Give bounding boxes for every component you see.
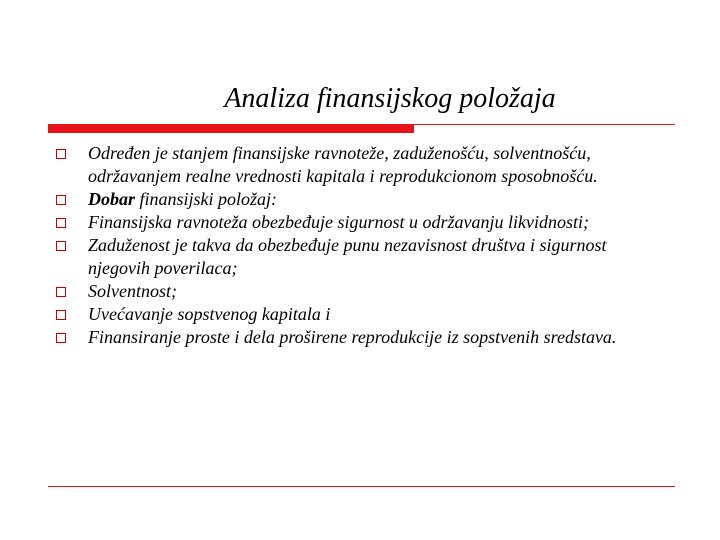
bullet-list bbox=[54, 142, 654, 349]
bullet-text: finansijski položaj: bbox=[135, 189, 278, 209]
bullet-item bbox=[54, 211, 654, 234]
title-underline-bar bbox=[48, 124, 414, 133]
bottom-rule bbox=[48, 486, 675, 487]
bullet-item bbox=[54, 142, 654, 188]
title-underline-thin bbox=[414, 124, 675, 125]
square-bullet-icon bbox=[56, 241, 66, 251]
bullet-text: Finansiranje proste i dela proširene reprodukcije iz sopstvenih sredstava. bbox=[88, 327, 617, 347]
bullet-text: Finansijska ravnoteža obezbeđuje sigurnost u održavanju likvidnosti; bbox=[88, 212, 589, 232]
slide-title: Analiza finansijskog položaja bbox=[224, 83, 556, 114]
square-bullet-icon bbox=[56, 195, 66, 205]
bullet-item bbox=[54, 234, 654, 280]
bullet-text: Solventnost; bbox=[88, 281, 177, 301]
title-underline bbox=[48, 124, 675, 134]
square-bullet-icon bbox=[56, 310, 66, 320]
bullet-text: Zaduženost je takva da obezbeđuje punu nezavisnost društva i sigurnost njegovih poverilaca; bbox=[88, 235, 607, 278]
bullet-item bbox=[54, 326, 654, 349]
bullet-item bbox=[54, 188, 654, 211]
bullet-text: Uvećavanje sopstvenog kapitala i bbox=[88, 304, 331, 324]
square-bullet-icon bbox=[56, 287, 66, 297]
bullet-bold-text: Dobar bbox=[88, 189, 136, 209]
square-bullet-icon bbox=[56, 149, 66, 159]
square-bullet-icon bbox=[56, 333, 66, 343]
square-bullet-icon bbox=[56, 218, 66, 228]
bullet-item bbox=[54, 280, 654, 303]
bullet-text: Određen je stanjem finansijske ravnoteže, zaduženošću, solventnošću, održavanjem realne vrednosti kapitala i reprodukcionom sposobnošću. bbox=[88, 143, 598, 186]
bullet-item bbox=[54, 303, 654, 326]
